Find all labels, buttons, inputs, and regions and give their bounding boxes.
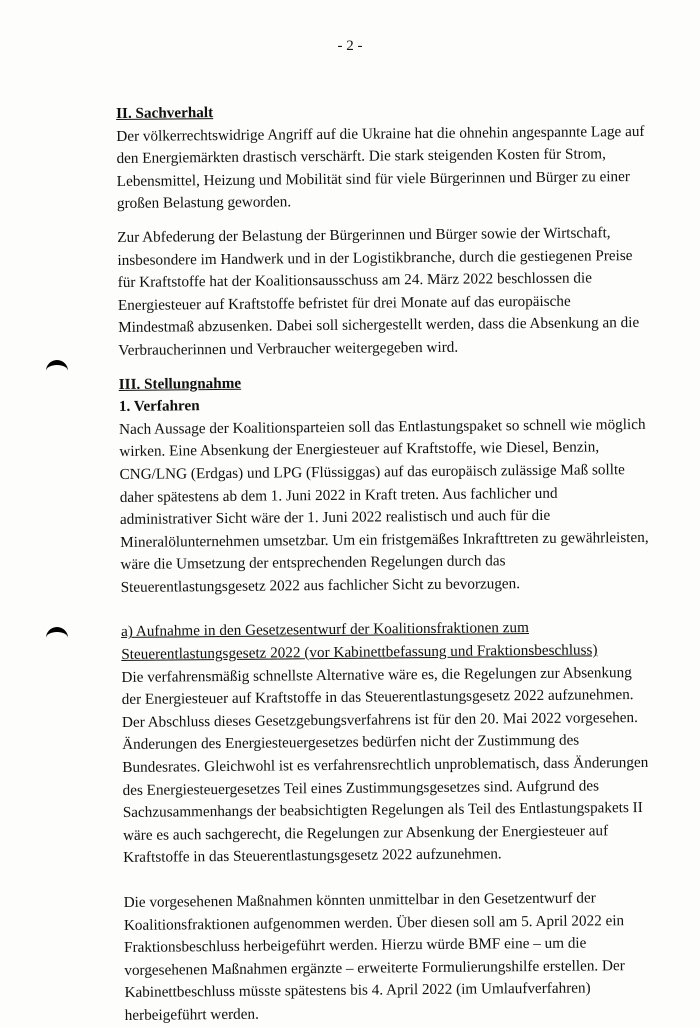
subsection-heading-verfahren: 1. Verfahren — [118, 397, 200, 416]
paragraph: Der völkerrechtswidrige Angriff auf die Ukraine hat die ohnehin angespannte Lage auf den Energiemärkten drastisch verschärft. Die stark steigenden Kosten für Strom, Lebensmittel, Heizung und Mobilität sind für viele Bürgerinnen und Bürger zu einer großen Belastung geworden. — [116, 122, 645, 213]
punch-hole-mark — [46, 627, 68, 644]
paragraph: Zur Abfederung der Belastung der Bürgerinnen und Bürger sowie der Wirtschaft, insbesondere im Handwerk und in der Logistikbranche, durch die gestiegenen Preise für Kraftstoffe hat der Koalitionsausschuss am 24. März 2022 beschlossen die Energiesteuer auf Kraftstoffe befristet für drei Monate auf das europäische Mindestmaß abzusenken. Dabei soll sichergestellt werden, dass die Absenkung an die Verbraucherinnen und Verbraucher weitergegeben wird. — [117, 224, 640, 359]
document-body — [116, 98, 655, 1028]
section-heading-stellungnahme: III. Stellungnahme — [118, 374, 242, 393]
subsection-heading-option-a: a) Aufnahme in den Gesetzesentwurf der Koalitionsfraktionen zum Steuerentlastungsgesetz 2022 (vor Kabinettbefassung und Fraktionsbeschluss) — [120, 619, 598, 664]
section-heading-sachverhalt: II. Sachverhalt — [116, 104, 214, 122]
page-number: - 2 - — [337, 38, 363, 54]
paragraph: Nach Aussage der Koalitionsparteien soll das Entlastungspaket so schnell wie möglich wirken. Eine Absenkung der Energiesteuer auf Kraftstoffe, wie Diesel, Benzin, CNG/LNG (Erdgas) und LPG (Flüssiggas) auf das europäisch zulässige Maß sollte daher spätestens ab dem 1. Juni 2022 in Kraft treten. Aus fachlicher und administrativer Sicht wäre der 1. Juni 2022 realistisch und auch für die Mineralölunternehmen umsetzbar. Um ein fristgemäßes Inkrafttreten zu gewährleisten, wäre die Umsetzung der entsprechenden Regelungen durch das Steuerentlastungsgesetz 2022 aus fachlicher Sicht zu bevorzugen. — [119, 415, 649, 596]
paragraph: Die vorgesehenen Maßnahmen könnten unmittelbar in den Gesetzentwurf der Koalitionsfraktionen aufgenommen werden. Über diesen soll am 5. April 2022 ein Fraktionsbeschluss herbeigeführt werden. Hierzu würde BMF eine – um die vorgesehenen Maßnahmen ergänzte – erweiterte Formulierungshilfe erstellen. Der Kabinettbeschluss müsste spätestens bis 4. April 2022 (im Umlaufverfahren) herbeigeführt werden. — [123, 889, 625, 1024]
punch-hole-mark — [46, 360, 68, 377]
paragraph: Die verfahrensmäßig schnellste Alternative wäre es, die Regelungen zur Absenkung der Energiesteuer auf Kraftstoffe in das Steuerentlastungsgesetz 2022 aufzunehmen. Der Abschluss dieses Gesetzgebungsverfahrens ist für den 20. Mai 2022 vorgesehen. Änderungen des Energiesteuergesetzes bedürfen nicht der Zustimmung des Bundesrates. Gleichwohl ist es verfahrensrechtlich unproblematisch, dass Änderungen des Energiesteuergesetzes Teil eines Zustimmungsgesetzes sind. Aufgrund des Sachzusammenhangs der beabsichtigten Regelungen als Teil des Entlastungspakets II wäre es auch sachgerecht, die Regelungen zur Absenkung der Energiesteuer auf Kraftstoffe in das Steuerentlastungsgesetz 2022 aufzunehmen. — [121, 663, 649, 867]
